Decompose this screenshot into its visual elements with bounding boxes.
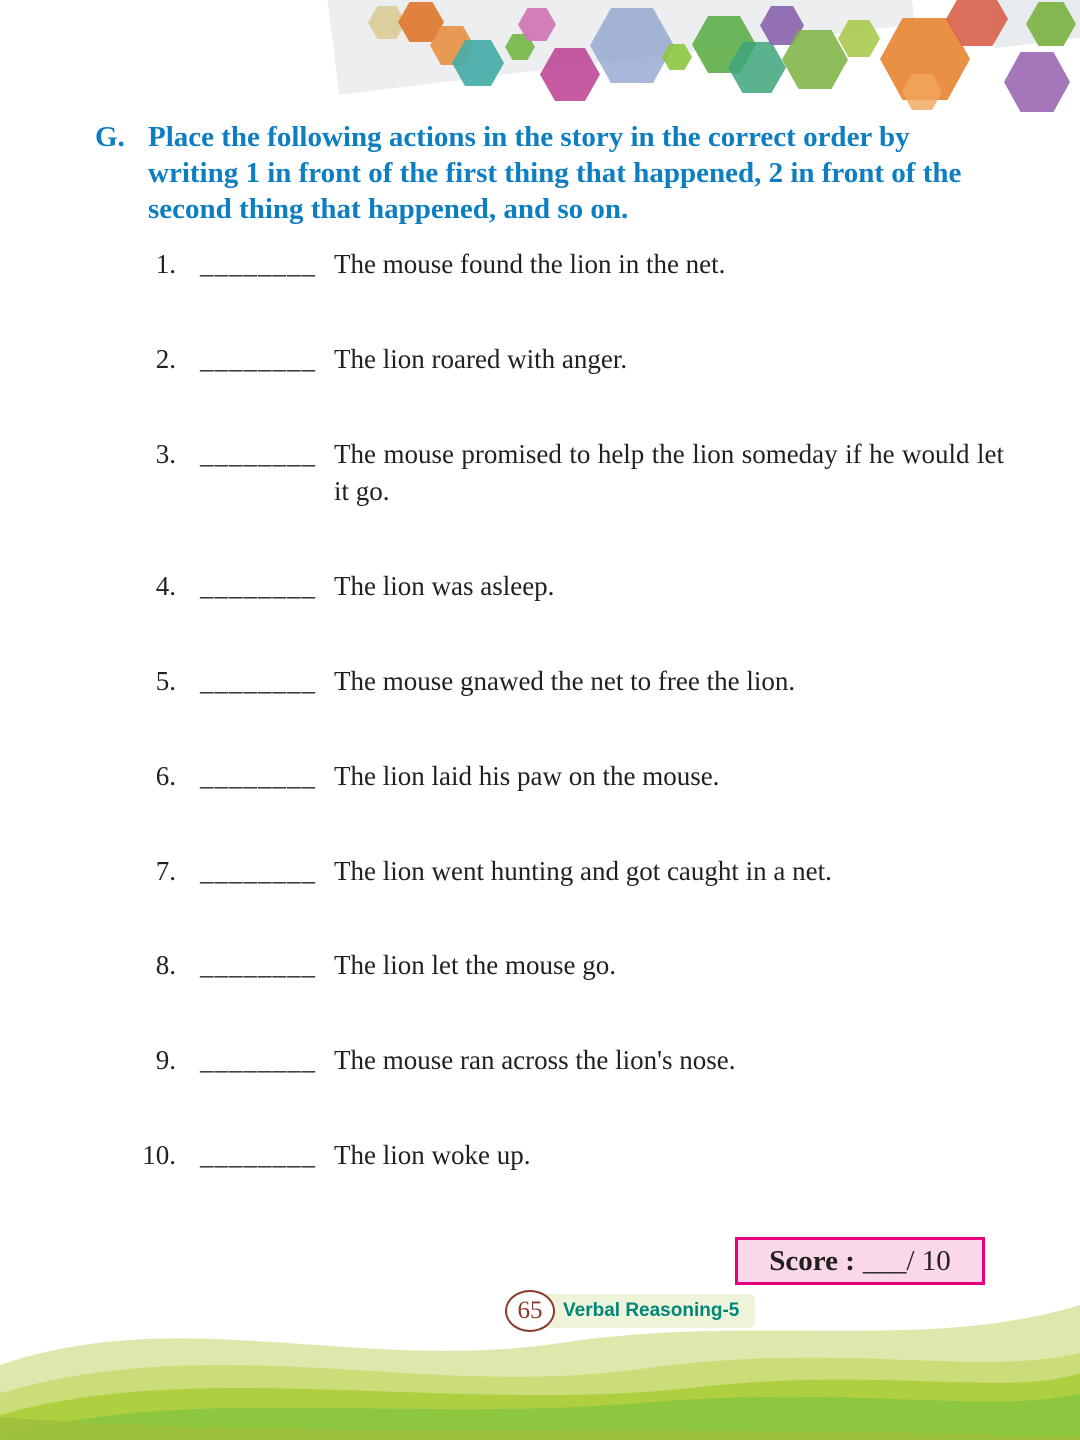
question-number: 4. [155,571,176,602]
answer-blank[interactable]: ________ [200,249,316,279]
question-text: The mouse ran across the lion's nose. [334,1045,736,1076]
hexagon-icon [692,16,756,73]
answer-blank[interactable]: ________ [200,760,316,791]
page-number-badge [505,1290,555,1332]
question-row [118,246,1008,284]
question-number: 8. [155,950,176,981]
question-text: The mouse gnawed the net to free the lion. [334,665,796,696]
question-number: 3. [155,438,176,469]
answer-blank[interactable]: ________ [200,665,316,696]
page-number: 65 [517,1297,543,1324]
question-text: The lion let the mouse go. [334,950,616,981]
hexagon-icon [946,0,1008,46]
question-number: 10. [142,1139,176,1170]
footer [505,1290,755,1332]
question-row [118,663,1008,701]
question-number: 5. [155,665,176,696]
question-row [118,568,1008,606]
question-text: The lion laid his paw on the mouse. [334,760,720,791]
hexagon-icon [662,44,692,70]
question-row [118,1137,1008,1175]
question-text: The mouse promised to help the lion someday if he would let it go. [334,438,1004,507]
question-row [118,436,1008,512]
hexagon-icon [1004,52,1070,112]
question-list [118,246,1008,1232]
grey-band-decoration [325,0,915,95]
answer-blank[interactable]: ________ [200,571,316,602]
hexagon-icon [398,2,444,42]
question-row [118,947,1008,985]
answer-blank[interactable]: ________ [200,343,316,374]
grey-band-decoration [986,0,1080,48]
question-text: The mouse found the lion in the net. [334,249,726,279]
section-letter: G. [95,121,125,153]
hexagon-icon [760,6,804,45]
score-blank[interactable]: ___/ 10 [862,1244,951,1277]
question-text: The lion roared with anger. [334,343,628,374]
answer-blank[interactable]: ________ [200,1139,316,1170]
question-row [118,853,1008,891]
section-instructions: Place the following actions in the story in the correct order by writing 1 in front of the first thing that happened, 2 in front of the second thing that happened, and so on. [148,121,962,225]
question-number: 2. [155,343,176,374]
score-label: Score : [769,1244,855,1277]
hexagon-icon [728,42,786,93]
answer-blank[interactable]: ________ [200,1045,316,1076]
hexagon-icon [540,48,600,101]
hexagon-icon [902,74,942,110]
question-text: The lion was asleep. [334,571,555,602]
question-text: The lion went hunting and got caught in a net. [334,855,832,886]
hexagon-icon [505,34,535,60]
answer-blank[interactable]: ________ [200,438,316,469]
answer-blank[interactable]: ________ [200,855,316,886]
hexagon-icon [452,40,504,86]
score-box [735,1237,985,1285]
hexagon-icon [518,8,556,41]
book-title: Verbal Reasoning-5 [563,1300,740,1321]
hexagon-icon [1026,2,1076,46]
question-number: 7. [155,855,176,886]
hexagon-icon [838,20,880,57]
hexagon-icon [430,26,474,65]
question-number: 9. [155,1045,176,1076]
question-text: The lion woke up. [334,1139,531,1170]
hexagon-icon [368,6,406,39]
question-row [118,758,1008,796]
hexagon-icon [590,8,674,83]
question-number: 6. [155,760,176,791]
hexagon-icon [880,18,970,100]
answer-blank[interactable]: ________ [200,950,316,981]
question-row [118,341,1008,379]
question-number: 1. [155,249,176,279]
question-row [118,1042,1008,1080]
hexagon-icon [782,30,848,89]
section-heading [95,120,995,228]
